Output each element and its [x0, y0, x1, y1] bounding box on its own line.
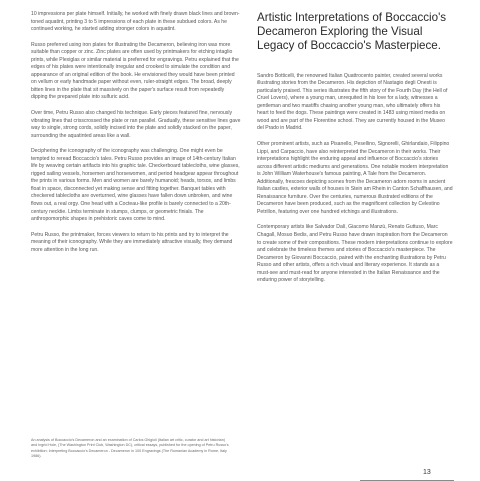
right-column [257, 11, 453, 293]
article-title: Artistic Interpretations of Boccaccio's Decameron Exploring the Visual Legacy of Boccaccio's Masterpiece. [257, 11, 447, 53]
left-column [31, 11, 241, 262]
right-paragraph-2: Other prominent artists, such as Pisanello, Pesellino, Signorelli, Ghirlandaio, Filippino Lippi, and Carpaccio, have also reinterpreted the Decameron in their works. Their interpretations highlight the enduring appeal and influence of Boccaccio's stories across different artistic mediums and generations. One notable modern interpretation is John William Waterhouse's famous painting, A Tale from the Decameron. Additionally, frescoes depicting scenes from the Decameron adorn rooms in ancient Italian castles, exterior walls of houses in Stein am Rhein in Canton Schaffhausen, and Renaissance furniture. Over the centuries, numerous illustrated editions of the Decameron have been produced, such as the magnificent collection by Celestino Petrillon, featuring over one hundred etchings and illustrations. [257, 140, 453, 215]
left-paragraph-5: Petru Russo, the printmaker, forces viewers to return to his prints and try to interpret the meaning of their iconography. While they are immediately attractive visually, they demand more attention in the long run. [31, 231, 233, 253]
left-paragraph-4: Deciphering the iconography of the iconography was challenging. One might even be tempted to reread Boccaccio's tales. Petru Russo provides an image of 14th-century Italian life by weaving certain artifacts into his graphic tale. Checkerboard tablecloths, wine glasses, rigged sailing vessels, horsemen and horsewomen, and period headgear appear throughout the prints in various forms. Men and women are barely humanoid; heads, torsos, and limbs float in space, disconnected yet making sense and fitting together. Banquet tables with checkered tablecloths are overturned, wine glasses have fallen down unbroken, and wine flows out, a real orgy. One head with a Cocteau-like profile is barely connected to a 20th-century necktie. Limbs terminate in stumps, clumps, or geometric finials. The anthropomorphic shapes in prehistoric caves come to mind. [31, 148, 240, 223]
footnote: An analysis of Boccaccio's Decameron and an examination of Carlos Ghigioli (Italian art critic, curator and art historian) and Ingrid Hole, (The Washington Print Club, Washington DC), critical essays, published for the opening of Petru Russo's exhibition: Interpreting Boccaccio's Decameron - Decameron in 100 Engravings (The Romanian Academy in Rome, Italy 1986). [31, 438, 229, 458]
page-number: 13 [423, 469, 431, 476]
right-paragraph-3: Contemporary artists like Salvador Dalí, Giacomo Manzù, Renato Guttuso, Marc Chagall, Mosuo Bedis, and Petru Russo have drawn inspiration from the Decameron to create some of their compositions. These modern interpretations continue to explore and celebrate the timeless themes and stories of Boccaccio's masterpiece. The Decameron by Giovanni Boccaccio, paired with the enchanting illustrations by Petru Russo and other artists, offers a rich visual and literary experience. It stands as a must-see and must-read for anyone interested in the Italian Renaissance and the enduring power of storytelling. [257, 224, 453, 284]
left-paragraph-1: 10 impressions per plate himself. Initially, he worked with finely drawn black lines and brown-toned aquatint, printing 3 to 5 impressions of each plate in these subdued colors. As he continued working, he started adding stronger colors in aquatint. [31, 11, 240, 33]
left-paragraph-3: Over time, Petru Russo also changed his technique. Early pieces featured fine, nervously vibrating lines that crisscrossed the plate or ran parallel. Gradually, these sensitive lines gave way to single, strong cords, solidly incised into the plate and solidly stacked on the paper, surrounding the aquatinted areas like a wall. [31, 110, 241, 139]
left-paragraph-2: Russo preferred using iron plates for illustrating the Decameron, believing iron was more suitable than copper or zinc. Zinc plates are often used by printmakers for etching intaglio prints, while Plexiglas or similar material is preferred for engravings. Petru explained that the edges of his plates were intentionally irregular and crooked to simulate the condition and appearance of an original edition of the book. He envisioned they would have been printed on vellum or early handmade paper without even, ruler-straight edges. The broad, deeply bitten lines in the plate that sit massively on the paper's surface result from repeatedly dipping the prepared plate into sulfuric acid. [31, 41, 239, 101]
right-paragraph-1: Sandro Botticelli, the renowned Italian Quattrocento painter, created several works illustrating stories from the Decameron. His depiction of Nastagio degli Onesti is particularly praised. This series illustrates the fifth story of the Fourth Day (the Hell of Cruel Lovers), where a young man, unrequited in his love for a lady, witnesses a gentleman and two mastiffs chasing another young man, who ultimately offers his heart to feed the dogs. These paintings were created in 1483 using mixed media on wood and are part of the Florentine school. They are currently housed in the Museo del Prado in Madrid. [257, 72, 448, 132]
